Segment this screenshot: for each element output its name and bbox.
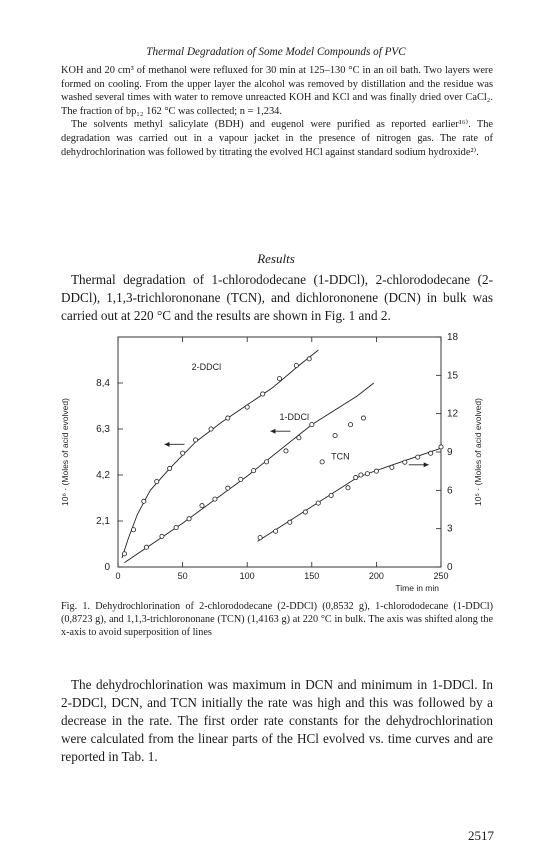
data-point-1-ddcl xyxy=(239,477,243,481)
data-point-2-ddcl xyxy=(193,438,197,442)
x-axis-label: Time in min xyxy=(395,583,439,593)
y-right-tick-label: 6 xyxy=(447,485,453,497)
data-point-1-ddcl xyxy=(284,449,288,453)
data-point-1-ddcl xyxy=(252,469,256,473)
chart-svg xyxy=(56,329,516,597)
data-point-1-ddcl xyxy=(174,525,178,529)
data-point-1-ddcl xyxy=(213,497,217,501)
data-point-1-ddcl xyxy=(310,423,314,427)
page-number: 2517 xyxy=(468,828,494,843)
section-title: Results xyxy=(257,251,295,266)
x-tick-label: 250 xyxy=(433,571,449,581)
x-tick-label: 100 xyxy=(239,571,255,581)
data-point-tcn xyxy=(288,520,292,524)
paragraph-discussion: The dehydrochlorination was maximum in DCN and minimum in 1-DDCl. In 2-DDCl, DCN, and TCN initially the rate was high and this was followed by a decrease in the rate. The first order rate constants for the dehydrochlorination were calculated from the linear parts of the HCl evolved vs. time curves and are reported in Tab. 1. xyxy=(61,677,493,764)
series-line-2-ddcl xyxy=(122,350,318,558)
paragraph-results-intro: Thermal degradation of 1-chlorododecane (1-DDCl), 2-chlorododecane (2-DDCl), 1,1,3-trichlorononane (TCN), and dichlorononene (DCN) in bulk was carried out at 220 °C and the results are shown in Fig. 1 and 2. xyxy=(61,272,493,323)
x-tick-label: 0 xyxy=(115,571,121,581)
data-point-tcn xyxy=(316,501,320,505)
y-left-tick-label: 0 xyxy=(104,562,110,573)
data-point-1-ddcl xyxy=(320,460,324,464)
data-point-tcn xyxy=(354,475,358,479)
data-point-2-ddcl xyxy=(155,479,159,483)
data-point-2-ddcl xyxy=(122,552,126,556)
data-point-tcn xyxy=(439,445,443,449)
data-point-1-ddcl xyxy=(264,460,268,464)
data-point-tcn xyxy=(374,469,378,473)
data-point-1-ddcl xyxy=(361,416,365,420)
data-point-1-ddcl xyxy=(144,545,148,549)
figure-caption: Fig. 1. Dehydrochlorination of 2-chlorododecane (2-DDCl) (0,8532 g), 1-chlorododecane (1-DDCl) (0,8723 g), and 1,1,3-trichlorononane (TCN) (1,4163 g) at 220 °C in bulk. The axis was shifted along the x-axis to avoid superposition of lines xyxy=(61,601,493,638)
data-point-tcn xyxy=(303,510,307,514)
y-left-tick-label: 6,3 xyxy=(96,424,110,435)
y-right-tick-label: 15 xyxy=(447,370,459,382)
data-point-tcn xyxy=(274,529,278,533)
data-point-2-ddcl xyxy=(142,499,146,503)
arrow-2-ddcl-head xyxy=(165,442,170,447)
arrow-tcn-head xyxy=(424,462,429,467)
figure-1-chart xyxy=(56,329,516,597)
y-right-tick-label: 3 xyxy=(447,523,453,535)
data-point-tcn xyxy=(359,473,363,477)
paragraph-preparation: KOH and 20 cm³ of methanol were refluxed for 30 min at 125–130 °C in an oil bath. Two layers were formed on cooling. From the upper layer the alcohol was removed by distillation and the residue was washed several times with water to remove unreacted KOH and KCl and was finally dried over CaCl₂. The fraction of bp₁₂ 162 °C was collected; n = 1,234. xyxy=(61,65,493,117)
data-point-tcn xyxy=(403,460,407,464)
y-left-axis-label: 10⁶ · (Moles of acid evolved) xyxy=(60,398,70,506)
series-label-tcn: TCN xyxy=(331,451,350,462)
methods-text xyxy=(61,64,493,159)
data-point-tcn xyxy=(390,465,394,469)
y-right-axis-label: 10⁵ · (Moles of acid evolved) xyxy=(473,398,483,506)
data-point-2-ddcl xyxy=(168,466,172,470)
y-right-tick-label: 18 xyxy=(447,332,459,343)
data-point-1-ddcl xyxy=(226,486,230,490)
data-point-tcn xyxy=(346,486,350,490)
data-point-2-ddcl xyxy=(131,528,135,532)
data-point-tcn xyxy=(258,536,262,540)
data-point-2-ddcl xyxy=(294,363,298,367)
plot-frame xyxy=(118,337,441,567)
y-left-tick-label: 8,4 xyxy=(96,378,110,389)
y-right-tick-label: 0 xyxy=(447,562,453,573)
data-point-1-ddcl xyxy=(348,423,352,427)
x-tick-label: 50 xyxy=(177,571,188,581)
running-head: Thermal Degradation of Some Model Compounds of PVC xyxy=(146,46,406,58)
data-point-1-ddcl xyxy=(160,534,164,538)
data-point-1-ddcl xyxy=(200,504,204,508)
data-point-1-ddcl xyxy=(297,436,301,440)
arrow-1-ddcl-head xyxy=(270,429,275,434)
data-point-tcn xyxy=(416,455,420,459)
data-point-1-ddcl xyxy=(333,433,337,437)
y-right-tick-label: 9 xyxy=(447,447,453,458)
data-point-2-ddcl xyxy=(261,392,265,396)
data-point-2-ddcl xyxy=(181,451,185,455)
series-label-1-ddcl: 1-DDCl xyxy=(279,412,310,423)
data-point-2-ddcl xyxy=(226,416,230,420)
data-point-1-ddcl xyxy=(187,517,191,521)
data-point-tcn xyxy=(329,493,333,497)
x-tick-label: 200 xyxy=(368,571,384,581)
data-point-2-ddcl xyxy=(277,377,281,381)
data-point-2-ddcl xyxy=(245,405,249,409)
data-point-2-ddcl xyxy=(209,427,213,431)
x-tick-label: 150 xyxy=(304,571,320,581)
y-left-tick-label: 2,1 xyxy=(96,516,110,527)
series-line-tcn xyxy=(258,448,442,541)
paragraph-solvents: The solvents methyl salicylate (BDH) and eugenol were purified as reported earlier¹⁶⁾. The degradation was carried out in a vapour jacket in the presence of nitrogen gas. The rate of dehydrochlorination was followed by titrating the evolved HCl against standard sodium hydroxide²⁾. xyxy=(61,119,493,158)
y-left-tick-label: 4,2 xyxy=(96,470,110,481)
data-point-tcn xyxy=(429,451,433,455)
data-point-2-ddcl xyxy=(307,357,311,361)
data-point-tcn xyxy=(365,472,369,476)
series-label-2-ddcl: 2-DDCl xyxy=(191,361,222,372)
y-right-tick-label: 12 xyxy=(447,408,459,420)
